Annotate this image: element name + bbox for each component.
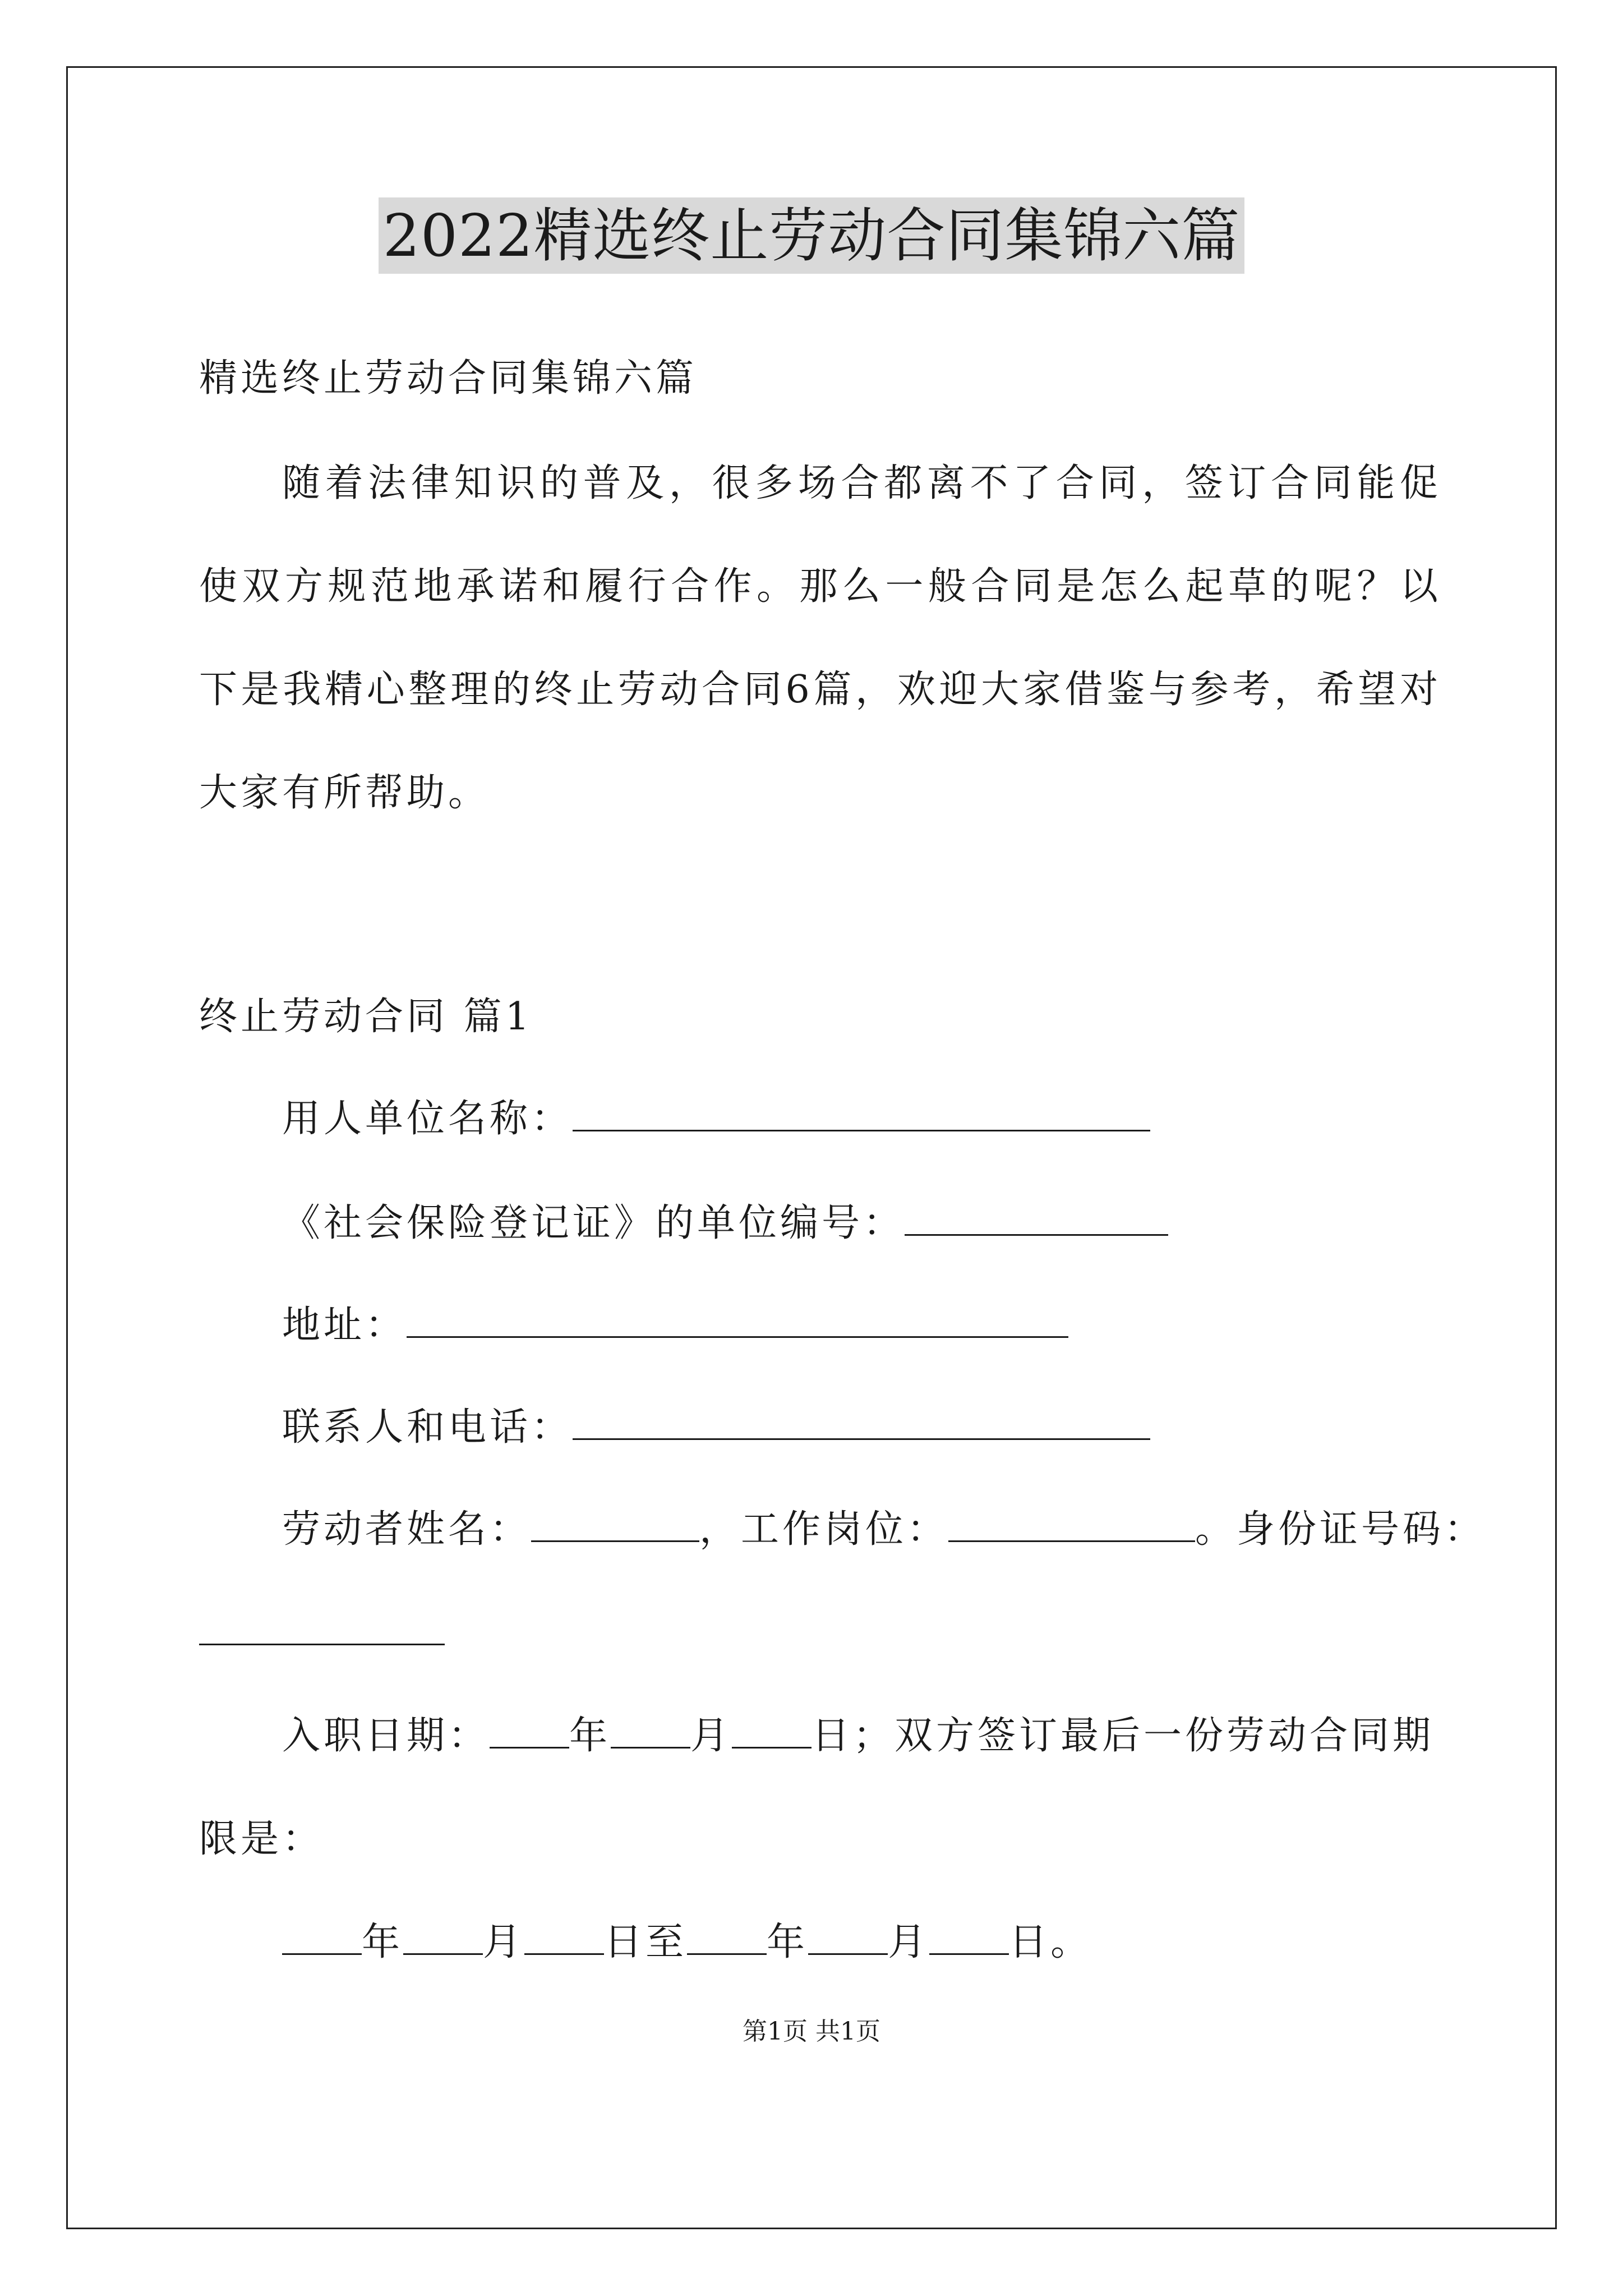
insurance-id-label: 《社会保险登记证》的单位编号： — [282, 1201, 905, 1245]
position-blank[interactable] — [948, 1508, 1195, 1542]
employer-name-label: 用人单位名称： — [282, 1097, 573, 1141]
contact-blank[interactable] — [573, 1406, 1150, 1440]
day-end-label: 日。 — [1009, 1920, 1092, 1964]
entry-year-label: 年 — [569, 1714, 611, 1758]
day-to-label: 日至 — [604, 1920, 688, 1964]
limit-row: 限是： — [199, 1817, 324, 1861]
employer-name-row — [282, 1094, 1150, 1144]
end-month-label: 月 — [888, 1920, 930, 1964]
address-row — [282, 1300, 1068, 1351]
entry-year-blank[interactable] — [490, 1714, 569, 1749]
entry-month-label: 月 — [690, 1714, 732, 1758]
worker-name-label: 劳动者姓名： — [282, 1507, 532, 1552]
entry-date-row — [282, 1711, 1434, 1761]
id-number-blank[interactable] — [199, 1611, 445, 1645]
contract-period-row — [282, 1917, 1092, 1968]
entry-date-label: 入职日期： — [282, 1714, 490, 1758]
start-year-blank[interactable] — [282, 1921, 362, 1955]
entry-month-blank[interactable] — [611, 1714, 690, 1749]
employer-name-blank[interactable] — [573, 1097, 1150, 1131]
end-year-blank[interactable] — [687, 1921, 767, 1955]
contact-label: 联系人和电话： — [282, 1405, 573, 1450]
address-blank[interactable] — [407, 1304, 1068, 1338]
id-number-label: 。身份证号码： — [1195, 1507, 1486, 1552]
document-subtitle: 精选终止劳动合同集锦六篇 — [199, 356, 698, 401]
contact-row — [282, 1402, 1150, 1453]
start-year-label: 年 — [362, 1920, 404, 1964]
position-label: ，工作岗位： — [699, 1507, 949, 1552]
title-container — [0, 197, 1623, 274]
address-label: 地址： — [282, 1303, 407, 1347]
worker-name-blank[interactable] — [531, 1508, 699, 1542]
insurance-id-blank[interactable] — [905, 1202, 1168, 1236]
entry-day-label: 日；双方签订最后一份劳动合同期 — [811, 1714, 1435, 1758]
id-number-row — [199, 1608, 445, 1658]
page-footer: 第1页 共1页 — [743, 2017, 880, 2046]
document-title: 2022精选终止劳动合同集锦六篇 — [379, 197, 1245, 274]
insurance-id-row — [282, 1198, 1168, 1249]
start-month-blank[interactable] — [403, 1921, 483, 1955]
entry-day-blank[interactable] — [732, 1714, 811, 1749]
intro-paragraph: 随着法律知识的普及，很多场合都离不了合同，签订合同能促使双方规范地承诺和履行合作。那么一般合同是怎么起草的呢？以下是我精心整理的终止劳动合同6篇，欢迎大家借鉴与参考，希望对大家有所帮助。 — [199, 461, 1441, 815]
end-day-blank[interactable] — [929, 1921, 1009, 1955]
start-month-label: 月 — [483, 1920, 525, 1964]
worker-row — [282, 1504, 1486, 1555]
section-heading: 终止劳动合同 篇1 — [199, 995, 533, 1039]
end-month-blank[interactable] — [808, 1921, 888, 1955]
end-year-label: 年 — [767, 1920, 809, 1964]
start-day-blank[interactable] — [524, 1921, 604, 1955]
